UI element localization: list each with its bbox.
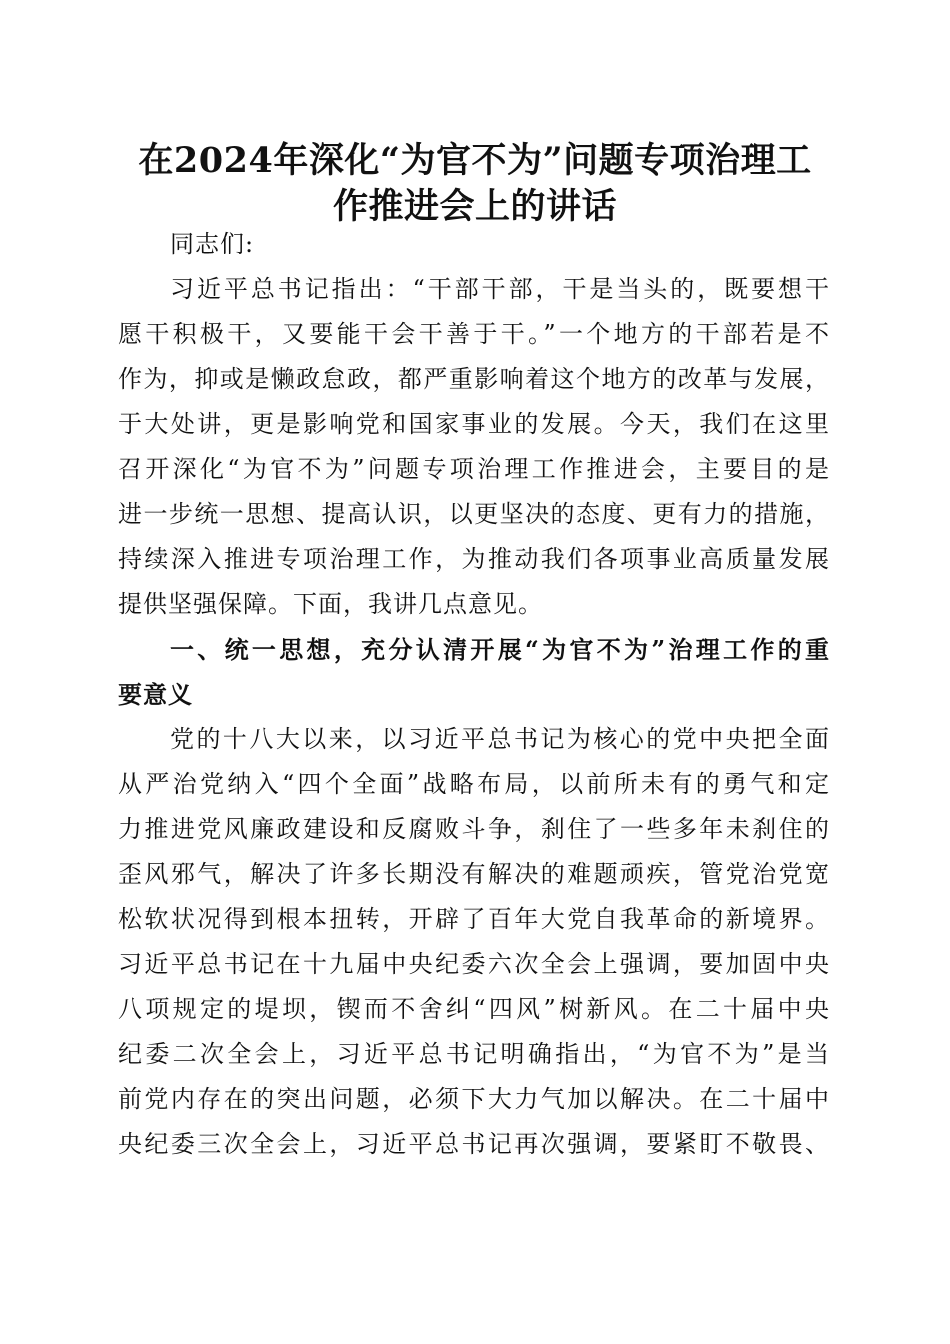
section-heading-1 xyxy=(118,627,830,717)
paragraph-line: 于大处讲，更是影响党和国家事业的发展。今天，我们在这里 xyxy=(118,410,830,438)
paragraph-line: 八项规定的堤坝，锲而不舍纠“四风”树新风。在二十届中央 xyxy=(118,995,830,1023)
paragraph-line: 持续深入推进专项治理工作，为推动我们各项事业高质量发展 xyxy=(118,545,830,573)
paragraph-line: 从严治党纳入“四个全面”战略布局，以前所未有的勇气和定 xyxy=(118,770,830,798)
paragraph-line: 愿干积极干，又要能干会干善于干。”一个地方的干部若是不 xyxy=(118,320,830,348)
paragraph-intro xyxy=(118,267,830,627)
title-line-2: 作推进会上的讲话 xyxy=(332,186,617,227)
paragraph-line: 作为，抑或是懒政怠政，都严重影响着这个地方的改革与发展， xyxy=(118,365,830,393)
document-body xyxy=(118,222,830,1167)
paragraph-line: 提供坚强保障。下面，我讲几点意见。 xyxy=(118,590,543,618)
paragraph-line: 进一步统一思想、提高认识，以更坚决的态度、更有力的措施， xyxy=(118,500,830,528)
title-line-1: 在2024年深化“为官不为”问题专项治理工 xyxy=(138,140,812,181)
paragraph-line: 纪委二次全会上，习近平总书记明确指出，“为官不为”是当 xyxy=(118,1040,830,1068)
paragraph-line: 前党内存在的突出问题，必须下大力气加以解决。在二十届中 xyxy=(118,1085,830,1113)
salutation xyxy=(118,222,830,267)
heading-line: 要意义 xyxy=(118,680,193,709)
paragraph-line: 习近平总书记在十九届中央纪委六次全会上强调，要加固中央 xyxy=(118,950,830,978)
paragraph-line: 党的十八大以来，以习近平总书记为核心的党中央把全面 xyxy=(170,725,830,753)
paragraph-section-1 xyxy=(118,717,830,1167)
salutation-line: 同志们: xyxy=(170,230,255,258)
paragraph-line: 央纪委三次全会上，习近平总书记再次强调，要紧盯不敬畏、 xyxy=(118,1130,830,1158)
paragraph-line: 歪风邪气，解决了许多长期没有解决的难题顽疾，管党治党宽 xyxy=(118,860,830,888)
document-title xyxy=(110,138,840,230)
paragraph-line: 习近平总书记指出：“干部干部，干是当头的，既要想干 xyxy=(170,275,830,303)
paragraph-line: 松软状况得到根本扭转，开辟了百年大党自我革命的新境界。 xyxy=(118,905,830,933)
heading-line: 一、统一思想，充分认清开展“为官不为”治理工作的重 xyxy=(170,635,830,664)
paragraph-line: 力推进党风廉政建设和反腐败斗争，刹住了一些多年未刹住的 xyxy=(118,815,830,843)
paragraph-line: 召开深化“为官不为”问题专项治理工作推进会，主要目的是 xyxy=(118,455,830,483)
